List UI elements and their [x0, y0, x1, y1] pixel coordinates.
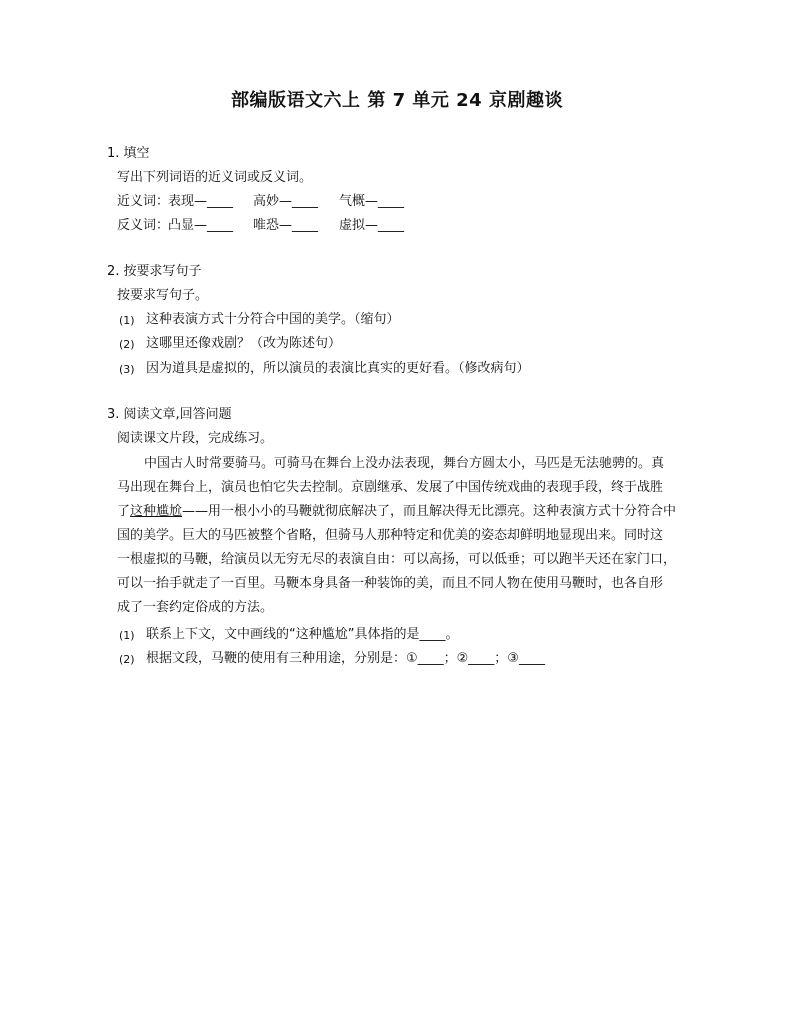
passage-line: 可以一抬手就走了一百里。马鞭本身具备一种装饰的美，而且不同人物在使用马鞭时，也各自形	[117, 576, 664, 591]
q1-antonym-2: 唯恐—____	[253, 218, 319, 233]
q2-item-text: 这种表演方式十分符合中国的美学。（缩句）	[146, 312, 400, 327]
passage-line: 中国古人时常要骑马。可骑马在舞台上没办法表现，舞台方圆太小，马匹是无法驰骋的。真	[144, 456, 665, 471]
passage-line: 一根虚拟的马鞭，给演员以无穷无尽的表演自由：可以高扬，可以低垂；可以跑半天还在家门口，	[117, 552, 677, 567]
passage-line: 国的美学。巨大的马匹被整个省略，但骑马人那种特定和优美的姿态却鲜明地显现出来。同时这	[117, 528, 664, 543]
q3-item-text: 联系上下文，文中画线的“这种尴尬”具体指的是____。	[146, 627, 459, 642]
q2-heading: 2. 按要求写句子	[107, 264, 202, 279]
q2-instruction: 按要求写句子。	[117, 288, 209, 303]
underlined-phrase: 这种尴尬	[130, 504, 183, 519]
passage-line: 了这种尴尬——用一根小小的马鞭就彻底解决了，而且解决得无比漂亮。这种表演方式十分符合中	[117, 504, 677, 519]
passage-line: 成了一套约定俗成的方法。	[117, 600, 274, 615]
q3-instruction: 阅读课文片段，完成练习。	[117, 431, 274, 446]
q2-item-number: (3)	[119, 363, 135, 376]
q3-item-number: (2)	[119, 653, 135, 666]
q2-item-text: 这哪里还像戏剧？（改为陈述句）	[146, 336, 342, 351]
passage-line: 马出现在舞台上，演员也怕它失去控制。京剧继承、发展了中国传统戏曲的表现手段，终于战胜	[117, 480, 664, 495]
q1-synonym-2: 高妙—____	[253, 194, 319, 209]
q2-item-number: (2)	[119, 338, 135, 351]
page-title: 部编版语文六上 第 7 单元 24 京剧趣谈	[231, 90, 563, 111]
q1-antonym-1: 凸显—____	[168, 218, 234, 233]
q1-antonym-label: 反义词：	[117, 218, 170, 233]
q1-synonym-label: 近义词：	[117, 194, 170, 209]
q1-synonym-1: 表现—____	[168, 194, 234, 209]
q2-item-number: (1)	[119, 314, 135, 327]
q1-synonym-3: 气概—____	[339, 194, 405, 209]
q3-item-number: (1)	[119, 629, 135, 642]
q3-heading: 3. 阅读文章,回答问题	[107, 407, 232, 422]
q2-item-text: 因为道具是虚拟的，所以演员的表演比真实的更好看。（修改病句）	[146, 361, 530, 376]
q1-instruction: 写出下列词语的近义词或反义词。	[117, 170, 313, 185]
q1-antonym-3: 虚拟—____	[339, 218, 405, 233]
q3-item-text: 根据文段，马鞭的使用有三种用途，分别是：①____；②____；③____	[146, 651, 545, 666]
q1-heading: 1. 填空	[107, 146, 150, 161]
